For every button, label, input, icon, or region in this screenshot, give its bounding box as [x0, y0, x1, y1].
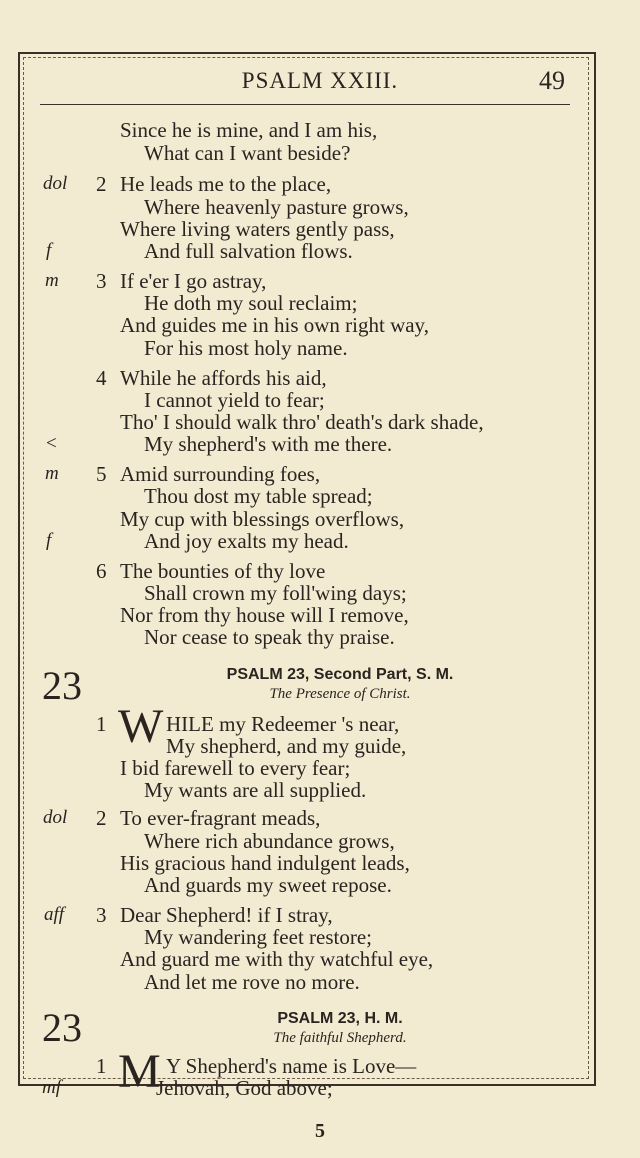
dynamic-mark: dol	[43, 807, 68, 828]
verse-line: Nor from thy house will I remove,	[120, 603, 409, 627]
drop-cap: M	[118, 1045, 161, 1098]
hymn-subtitle: The faithful Shepherd.	[273, 1030, 407, 1046]
verse-line: For his most holy name.	[144, 336, 348, 360]
verse-line: Since he is mine, and I am his,	[120, 118, 378, 142]
dynamic-mark: f	[46, 530, 52, 551]
verse-line: My cup with blessings overflows,	[120, 507, 405, 531]
drop-cap: W	[118, 700, 164, 753]
stanza-number: 5	[96, 462, 107, 486]
verse-line: The bounties of thy love	[120, 559, 326, 583]
verse-line: If e'er I go astray,	[120, 269, 267, 293]
dynamic-mark: dol	[43, 173, 68, 194]
verse-line: Where living waters gently pass,	[120, 217, 395, 241]
stanza-number: 2	[96, 172, 107, 196]
verse-line: HILE my Redeemer 's near,	[166, 712, 400, 736]
verse-line: To ever-fragrant meads,	[120, 806, 321, 830]
signature-mark: 5	[315, 1120, 325, 1142]
verse-line: He doth my soul reclaim;	[144, 291, 358, 315]
hymn-subtitle: The Presence of Christ.	[269, 686, 411, 702]
verse-line: My wants are all supplied.	[144, 778, 367, 802]
dynamic-mark: m	[45, 463, 59, 484]
verse-line: My shepherd, and my guide,	[166, 734, 407, 758]
hymn-title: PSALM 23, Second Part, S. M.	[226, 666, 454, 683]
verse-line: He leads me to the place,	[120, 172, 332, 196]
dynamic-mark: f	[46, 240, 52, 261]
verse-line: My wandering feet restore;	[144, 925, 372, 949]
verse-line: I bid farewell to every fear;	[120, 756, 351, 780]
stanza-number: 1	[96, 1054, 107, 1078]
stanza-number: 3	[96, 903, 107, 927]
page-number: 49	[539, 66, 565, 95]
hymn-number: 23	[42, 1005, 82, 1050]
stanza-number: 3	[96, 269, 107, 293]
verse-line: Jehovah, God above;	[156, 1076, 333, 1100]
running-header-title: PSALM XXIII.	[241, 68, 399, 93]
verse-line: Where rich abundance grows,	[144, 829, 395, 853]
dynamic-mark: mf	[42, 1077, 61, 1098]
stanza-number: 6	[96, 559, 107, 583]
stanza-number: 1	[96, 712, 107, 736]
hymn-number: 23	[42, 663, 82, 708]
verse-line: Shall crown my foll'wing days;	[144, 581, 407, 605]
verse-line: While he affords his aid,	[120, 366, 327, 390]
verse-line: And guard me with thy watchful eye,	[120, 947, 434, 971]
verse-line: And joy exalts my head.	[144, 529, 349, 553]
verse-line: Y Shepherd's name is Love—	[166, 1054, 417, 1078]
stanza-number: 4	[96, 366, 107, 390]
verse-line: Nor cease to speak thy praise.	[144, 625, 395, 649]
dynamic-mark: m	[45, 270, 59, 291]
verse-line: His gracious hand indulgent leads,	[120, 851, 410, 875]
header-rule	[40, 104, 570, 105]
verse-line: My shepherd's with me there.	[144, 432, 393, 456]
verse-line: And let me rove no more.	[144, 970, 360, 994]
dynamic-mark: aff	[44, 904, 65, 925]
verse-line: Where heavenly pasture grows,	[144, 195, 409, 219]
verse-line: Amid surrounding foes,	[120, 462, 321, 486]
verse-line: Thou dost my table spread;	[144, 484, 373, 508]
verse-line: Dear Shepherd! if I stray,	[120, 903, 333, 927]
verse-line: I cannot yield to fear;	[144, 388, 325, 412]
verse-line: And guides me in his own right way,	[120, 313, 429, 337]
verse-line: And full salvation flows.	[144, 239, 353, 263]
hymn-title: PSALM 23, H. M.	[277, 1010, 403, 1027]
crescendo-mark: <	[46, 433, 57, 454]
verse-line: And guards my sweet repose.	[144, 873, 392, 897]
stanza-number: 2	[96, 806, 107, 830]
verse-line: Tho' I should walk thro' death's dark shade,	[120, 410, 484, 434]
verse-line: What can I want beside?	[144, 141, 351, 165]
